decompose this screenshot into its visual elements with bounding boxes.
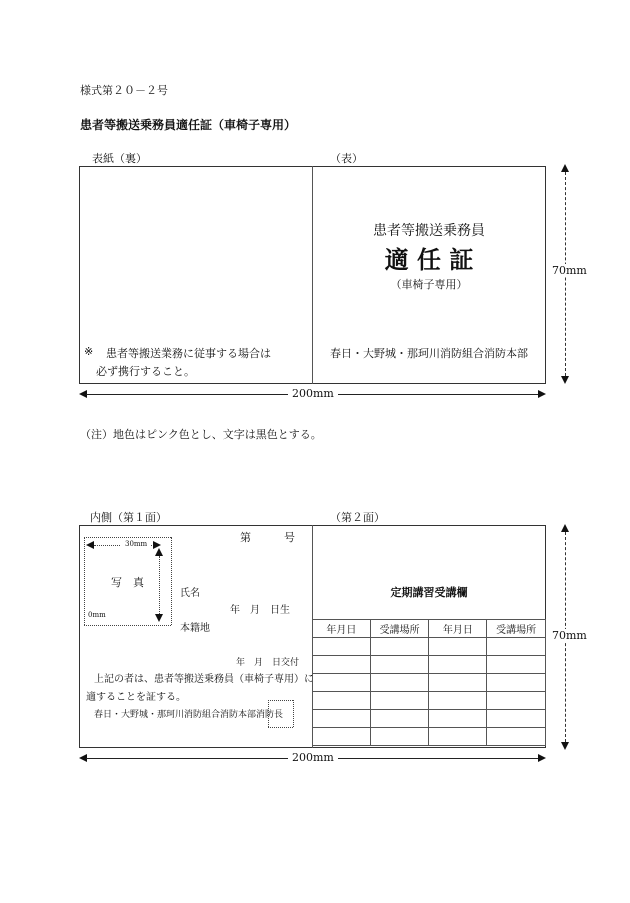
cert-line2: 適することを証する。 (86, 692, 186, 703)
table-cell (313, 692, 371, 710)
arrow-up-icon (155, 548, 163, 556)
inner-page1-label: 内側（第１面） (90, 511, 167, 524)
table-header-cell: 年月日 (429, 620, 487, 638)
photo-frame-right (171, 537, 172, 625)
photo-height-line (159, 556, 160, 614)
table-cell (487, 674, 546, 692)
table-row (313, 656, 546, 674)
table-header-row (313, 620, 546, 638)
color-remark: （注）地色はピンク色とし、文字は黒色とする。 (80, 428, 322, 441)
table-row (313, 674, 546, 692)
domicile-label: 本籍地 (180, 623, 210, 634)
photo-frame-top (84, 537, 171, 538)
inner-height-label: 70mm (548, 629, 591, 642)
table-row (313, 692, 546, 710)
photo-frame-left (84, 537, 85, 625)
cert-line1: 上記の者は、患者等搬送乗務員（車椅子専用）に (94, 674, 314, 685)
card-subtitle: （車椅子専用） (390, 278, 468, 291)
table-row (313, 710, 546, 728)
table-cell (429, 656, 487, 674)
training-title: 定期講習受講欄 (390, 586, 468, 599)
table-cell (429, 692, 487, 710)
table-header-cell: 受講場所 (370, 620, 429, 638)
card-role: 患者等搬送乗務員 (373, 223, 485, 239)
card-title: 適 任 証 (384, 245, 474, 274)
arrow-left-icon (86, 541, 94, 549)
birth-label: 年 月 日生 (230, 605, 290, 616)
form-number: 様式第２０－２号 (80, 84, 168, 97)
photo-width-label: 30mm (121, 540, 151, 548)
table-cell (370, 656, 429, 674)
cover-back-label: 表紙（裏） (92, 152, 147, 165)
arrow-down-icon (155, 614, 163, 622)
cover-issuer: 春日・大野城・那珂川消防組合消防本部 (330, 347, 528, 360)
arrow-right-icon (538, 754, 546, 762)
table-cell (313, 656, 371, 674)
arrow-right-icon (538, 390, 546, 398)
table-header-cell: 年月日 (313, 620, 371, 638)
table-cell (487, 656, 546, 674)
page-title: 患者等搬送乗務員適任証（車椅子専用） (80, 118, 297, 132)
photo-height-label: 0mm (88, 611, 106, 619)
cover-width-label: 200mm (288, 387, 338, 400)
table-cell (429, 638, 487, 656)
inner-width-label: 200mm (288, 751, 338, 764)
table-row (313, 638, 546, 656)
table-cell (370, 674, 429, 692)
photo-frame-bottom (84, 625, 171, 626)
photo-label: 写 真 (111, 576, 144, 589)
table-cell (429, 674, 487, 692)
table-row (313, 728, 546, 746)
table-cell (313, 674, 371, 692)
inner-page2-label: （第２面） (330, 511, 385, 524)
table-cell (313, 710, 371, 728)
issue-date-label: 年 月 日交付 (236, 658, 300, 668)
arrow-down-icon (561, 376, 569, 384)
cover-note-mark: ※ (84, 345, 94, 358)
table-cell (313, 728, 371, 746)
arrow-up-icon (561, 524, 569, 532)
cover-note-line2: 必ず携行すること。 (96, 365, 195, 378)
arrow-down-icon (561, 742, 569, 750)
seal-box-left (268, 700, 269, 727)
name-label: 氏名 (180, 588, 200, 599)
cover-front-label: （表） (330, 152, 363, 165)
table-cell (487, 728, 546, 746)
table-cell (313, 638, 371, 656)
arrow-up-icon (561, 164, 569, 172)
table-cell (370, 710, 429, 728)
seal-box-bottom (268, 727, 293, 728)
issuer-chief: 春日・大野城・那珂川消防組合消防本部消防長 (94, 710, 284, 720)
cover-height-label: 70mm (548, 264, 591, 277)
table-cell (370, 638, 429, 656)
table-cell (370, 692, 429, 710)
table-cell (487, 692, 546, 710)
table-cell (487, 710, 546, 728)
seal-box-right (293, 700, 294, 727)
table-cell (487, 638, 546, 656)
table-cell (429, 710, 487, 728)
table-cell (429, 728, 487, 746)
training-table (312, 619, 546, 746)
seal-box-top (268, 700, 293, 701)
cert-number-label: 第 号 (240, 531, 295, 544)
cover-note-line1: 患者等搬送業務に従事する場合は (106, 347, 271, 360)
table-cell (370, 728, 429, 746)
table-header-cell: 受講場所 (487, 620, 546, 638)
